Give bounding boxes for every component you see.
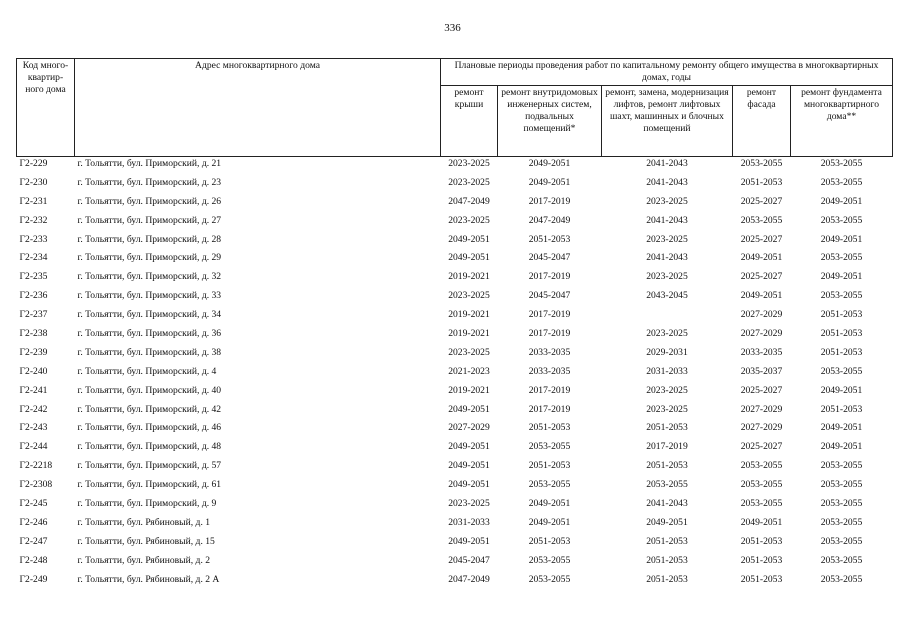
foundation-period-cell: 2053-2055 (820, 252, 863, 264)
table-row (17, 459, 893, 478)
facade-period-cell: 2025-2027 (740, 195, 783, 207)
roof-period-cell: 2023-2025 (448, 346, 490, 358)
table-row (17, 195, 893, 214)
code-cell: Г2-246 (19, 516, 48, 528)
table-row (17, 478, 893, 497)
roof-period-cell: 2049-2051 (448, 441, 490, 453)
facade-period-cell: 2049-2051 (740, 252, 783, 264)
roof-period-cell: 2023-2025 (448, 498, 490, 510)
roof-period-cell: 2021-2023 (448, 365, 490, 377)
table-row (17, 403, 893, 422)
systems-period-cell: 2049-2051 (528, 498, 571, 510)
table-row (17, 497, 893, 516)
roof-period-cell: 2019-2021 (448, 328, 490, 340)
table-row (17, 365, 893, 384)
table-row (17, 308, 893, 327)
systems-period-cell: 2045-2047 (528, 252, 571, 264)
code-cell: Г2-231 (19, 195, 48, 207)
foundation-period-cell: 2049-2051 (820, 384, 863, 396)
facade-period-cell: 2025-2027 (740, 441, 783, 453)
systems-period-cell: 2047-2049 (528, 214, 571, 226)
foundation-period-cell: 2049-2051 (820, 233, 863, 245)
facade-period-cell: 2053-2055 (740, 158, 783, 169)
address-cell: г. Тольятти, бул. Приморский, д. 32 (77, 271, 222, 283)
foundation-period-cell: 2053-2055 (820, 573, 863, 585)
systems-period-cell: 2053-2055 (528, 441, 571, 453)
roof-period-cell: 2027-2029 (448, 422, 490, 434)
table-row (17, 440, 893, 459)
systems-period-cell: 2051-2053 (528, 535, 571, 547)
lifts-period-cell: 2023-2025 (646, 328, 688, 340)
lifts-period-cell: 2023-2025 (646, 195, 688, 207)
lifts-period-cell: 2023-2025 (646, 233, 688, 245)
foundation-period-cell: 2051-2053 (820, 309, 863, 321)
header-facade: ремонт фасада (733, 86, 791, 157)
address-cell: г. Тольятти, бул. Приморский, д. 33 (77, 290, 222, 302)
code-cell: Г2-232 (19, 214, 48, 226)
roof-period-cell: 2049-2051 (448, 479, 490, 491)
facade-period-cell: 2027-2029 (740, 422, 783, 434)
lifts-period-cell: 2041-2043 (646, 214, 688, 226)
foundation-period-cell: 2053-2055 (820, 516, 863, 528)
page-number: 336 (444, 22, 461, 34)
systems-period-cell: 2053-2055 (528, 554, 571, 566)
foundation-period-cell: 2051-2053 (820, 328, 863, 340)
lifts-period-cell: 2031-2033 (646, 365, 688, 377)
address-cell: г. Тольятти, бул. Приморский, д. 40 (77, 384, 222, 396)
foundation-period-cell: 2053-2055 (820, 290, 863, 302)
address-cell: г. Тольятти, бул. Приморский, д. 27 (77, 214, 222, 226)
facade-period-cell: 2049-2051 (740, 290, 783, 302)
code-cell: Г2-229 (19, 158, 48, 169)
code-cell: Г2-238 (19, 328, 48, 340)
roof-period-cell: 2049-2051 (448, 403, 490, 415)
foundation-period-cell: 2053-2055 (820, 460, 863, 472)
address-cell: г. Тольятти, бул. Рябиновый, д. 2 А (77, 573, 220, 585)
foundation-period-cell: 2053-2055 (820, 158, 863, 169)
facade-period-cell: 2025-2027 (740, 384, 783, 396)
address-cell: г. Тольятти, бул. Приморский, д. 57 (77, 460, 222, 472)
roof-period-cell: 2023-2025 (448, 176, 490, 188)
systems-period-cell: 2017-2019 (528, 328, 571, 340)
code-cell: Г2-242 (19, 403, 48, 415)
address-cell: г. Тольятти, бул. Рябиновый, д. 15 (77, 535, 215, 547)
facade-period-cell: 2051-2053 (740, 573, 783, 585)
systems-period-cell: 2051-2053 (528, 233, 571, 245)
foundation-period-cell: 2049-2051 (820, 441, 863, 453)
systems-period-cell: 2053-2055 (528, 479, 571, 491)
lifts-period-cell: 2029-2031 (646, 346, 688, 358)
lifts-period-cell: 2023-2025 (646, 271, 688, 283)
facade-period-cell: 2051-2053 (740, 535, 783, 547)
code-cell: Г2-236 (19, 290, 48, 302)
roof-period-cell: 2047-2049 (448, 195, 490, 207)
address-cell: г. Тольятти, бул. Приморский, д. 29 (77, 252, 222, 264)
systems-period-cell: 2049-2051 (528, 516, 571, 528)
facade-period-cell: 2025-2027 (740, 271, 783, 283)
table-row (17, 176, 893, 195)
address-cell: г. Тольятти, бул. Приморский, д. 28 (77, 233, 222, 245)
table-row (17, 346, 893, 365)
roof-period-cell: 2049-2051 (448, 233, 490, 245)
facade-period-cell: 2051-2053 (740, 554, 783, 566)
header-periods: Плановые периоды проведения работ по капитальному ремонту общего имущества в многоквартирных домах, годы (441, 59, 893, 86)
systems-period-cell: 2033-2035 (528, 346, 571, 358)
systems-period-cell: 2017-2019 (528, 309, 571, 321)
code-cell: Г2-235 (19, 271, 48, 283)
lifts-period-cell: 2053-2055 (646, 479, 688, 491)
address-cell: г. Тольятти, бул. Приморский, д. 26 (77, 195, 222, 207)
header-roof: ремонт крыши (441, 86, 498, 157)
roof-period-cell: 2049-2051 (448, 460, 490, 472)
roof-period-cell: 2049-2051 (448, 535, 490, 547)
lifts-period-cell: 2051-2053 (646, 554, 688, 566)
code-cell: Г2-239 (19, 346, 48, 358)
address-cell: г. Тольятти, бул. Приморский, д. 42 (77, 403, 222, 415)
table-row (17, 384, 893, 403)
table-row (17, 157, 893, 176)
lifts-period-cell: 2051-2053 (646, 535, 688, 547)
table-row (17, 535, 893, 554)
roof-period-cell: 2031-2033 (448, 516, 490, 528)
code-cell: Г2-245 (19, 498, 48, 510)
code-cell: Г2-248 (19, 554, 48, 566)
systems-period-cell: 2017-2019 (528, 384, 571, 396)
code-cell: Г2-2308 (19, 479, 53, 491)
lifts-period-cell: 2041-2043 (646, 176, 688, 188)
lifts-period-cell: 2051-2053 (646, 573, 688, 585)
facade-period-cell: 2033-2035 (740, 346, 783, 358)
header-foundation: ремонт фундамента многоквартирного дома** (791, 86, 893, 157)
foundation-period-cell: 2051-2053 (820, 403, 863, 415)
address-cell: г. Тольятти, бул. Приморский, д. 48 (77, 441, 222, 453)
table-row (17, 573, 893, 592)
systems-period-cell: 2045-2047 (528, 290, 571, 302)
lifts-period-cell: 2051-2053 (646, 422, 688, 434)
address-cell: г. Тольятти, бул. Приморский, д. 9 (77, 498, 217, 510)
roof-period-cell: 2019-2021 (448, 384, 490, 396)
table-row (17, 233, 893, 252)
roof-period-cell: 2023-2025 (448, 158, 490, 169)
systems-period-cell: 2017-2019 (528, 195, 571, 207)
foundation-period-cell: 2053-2055 (820, 535, 863, 547)
table-row (17, 516, 893, 535)
lifts-period-cell: 2041-2043 (646, 158, 688, 169)
address-cell: г. Тольятти, бул. Приморский, д. 21 (77, 158, 222, 169)
address-cell: г. Тольятти, бул. Приморский, д. 34 (77, 309, 222, 321)
systems-period-cell: 2051-2053 (528, 460, 571, 472)
foundation-period-cell: 2053-2055 (820, 498, 863, 510)
code-cell: Г2-240 (19, 365, 48, 377)
lifts-period-cell: 2023-2025 (646, 403, 688, 415)
lifts-period-cell: 2041-2043 (646, 498, 688, 510)
facade-period-cell: 2027-2029 (740, 403, 783, 415)
facade-period-cell: 2025-2027 (740, 233, 783, 245)
table-row (17, 421, 893, 440)
table-row (17, 270, 893, 289)
address-cell: г. Тольятти, бул. Приморский, д. 36 (77, 328, 222, 340)
systems-period-cell: 2053-2055 (528, 573, 571, 585)
systems-period-cell: 2033-2035 (528, 365, 571, 377)
facade-period-cell: 2049-2051 (740, 516, 783, 528)
facade-period-cell: 2027-2029 (740, 328, 783, 340)
code-cell: Г2-241 (19, 384, 48, 396)
lifts-period-cell (602, 308, 733, 327)
foundation-period-cell: 2053-2055 (820, 479, 863, 491)
header-code: Код много-квартир-ного дома (17, 59, 75, 157)
roof-period-cell: 2047-2049 (448, 573, 490, 585)
systems-period-cell: 2017-2019 (528, 271, 571, 283)
facade-period-cell: 2051-2053 (740, 176, 783, 188)
address-cell: г. Тольятти, бул. Приморский, д. 4 (77, 365, 217, 377)
address-cell: г. Тольятти, бул. Приморский, д. 46 (77, 422, 222, 434)
foundation-period-cell: 2049-2051 (820, 271, 863, 283)
capital-repair-table (16, 58, 893, 591)
roof-period-cell: 2023-2025 (448, 290, 490, 302)
systems-period-cell: 2017-2019 (528, 403, 571, 415)
lifts-period-cell: 2023-2025 (646, 384, 688, 396)
lifts-period-cell: 2051-2053 (646, 460, 688, 472)
systems-period-cell: 2049-2051 (528, 176, 571, 188)
foundation-period-cell: 2049-2051 (820, 195, 863, 207)
table-body (17, 157, 893, 592)
code-cell: Г2-230 (19, 176, 48, 188)
foundation-period-cell: 2053-2055 (820, 554, 863, 566)
code-cell: Г2-247 (19, 535, 48, 547)
code-cell: Г2-244 (19, 441, 48, 453)
lifts-period-cell: 2017-2019 (646, 441, 688, 453)
facade-period-cell: 2053-2055 (740, 460, 783, 472)
address-cell: г. Тольятти, бул. Приморский, д. 23 (77, 176, 222, 188)
foundation-period-cell: 2053-2055 (820, 214, 863, 226)
facade-period-cell: 2053-2055 (740, 214, 783, 226)
table-row (17, 327, 893, 346)
roof-period-cell: 2023-2025 (448, 214, 490, 226)
code-cell: Г2-243 (19, 422, 48, 434)
lifts-period-cell: 2041-2043 (646, 252, 688, 264)
foundation-period-cell: 2053-2055 (820, 176, 863, 188)
code-cell: Г2-249 (19, 573, 48, 585)
systems-period-cell: 2049-2051 (528, 158, 571, 169)
table-row (17, 251, 893, 270)
address-cell: г. Тольятти, бул. Приморский, д. 38 (77, 346, 222, 358)
code-cell: Г2-234 (19, 252, 48, 264)
code-cell: Г2-2218 (19, 460, 53, 472)
table-row (17, 554, 893, 573)
table-row (17, 289, 893, 308)
code-cell: Г2-237 (19, 309, 48, 321)
header-systems: ремонт внутридомовых инженерных систем, подвальных помещений* (498, 86, 602, 157)
systems-period-cell: 2051-2053 (528, 422, 571, 434)
foundation-period-cell: 2053-2055 (820, 365, 863, 377)
roof-period-cell: 2049-2051 (448, 252, 490, 264)
roof-period-cell: 2019-2021 (448, 271, 490, 283)
foundation-period-cell: 2049-2051 (820, 422, 863, 434)
address-cell: г. Тольятти, бул. Приморский, д. 61 (77, 479, 222, 491)
code-cell: Г2-233 (19, 233, 48, 245)
address-cell: г. Тольятти, бул. Рябиновый, д. 2 (77, 554, 211, 566)
table-header (17, 59, 893, 157)
header-lifts: ремонт, замена, модернизация лифтов, ремонт лифтовых шахт, машинных и блочных помещений (602, 86, 733, 157)
lifts-period-cell: 2043-2045 (646, 290, 688, 302)
roof-period-cell: 2019-2021 (448, 309, 490, 321)
address-cell: г. Тольятти, бул. Рябиновый, д. 1 (77, 516, 211, 528)
roof-period-cell: 2045-2047 (448, 554, 490, 566)
facade-period-cell: 2035-2037 (740, 365, 783, 377)
foundation-period-cell: 2051-2053 (820, 346, 863, 358)
facade-period-cell: 2053-2055 (740, 479, 783, 491)
lifts-period-cell: 2049-2051 (646, 516, 688, 528)
table-row (17, 214, 893, 233)
facade-period-cell: 2027-2029 (740, 309, 783, 321)
header-address: Адрес многоквартирного дома (75, 59, 441, 157)
facade-period-cell: 2053-2055 (740, 498, 783, 510)
